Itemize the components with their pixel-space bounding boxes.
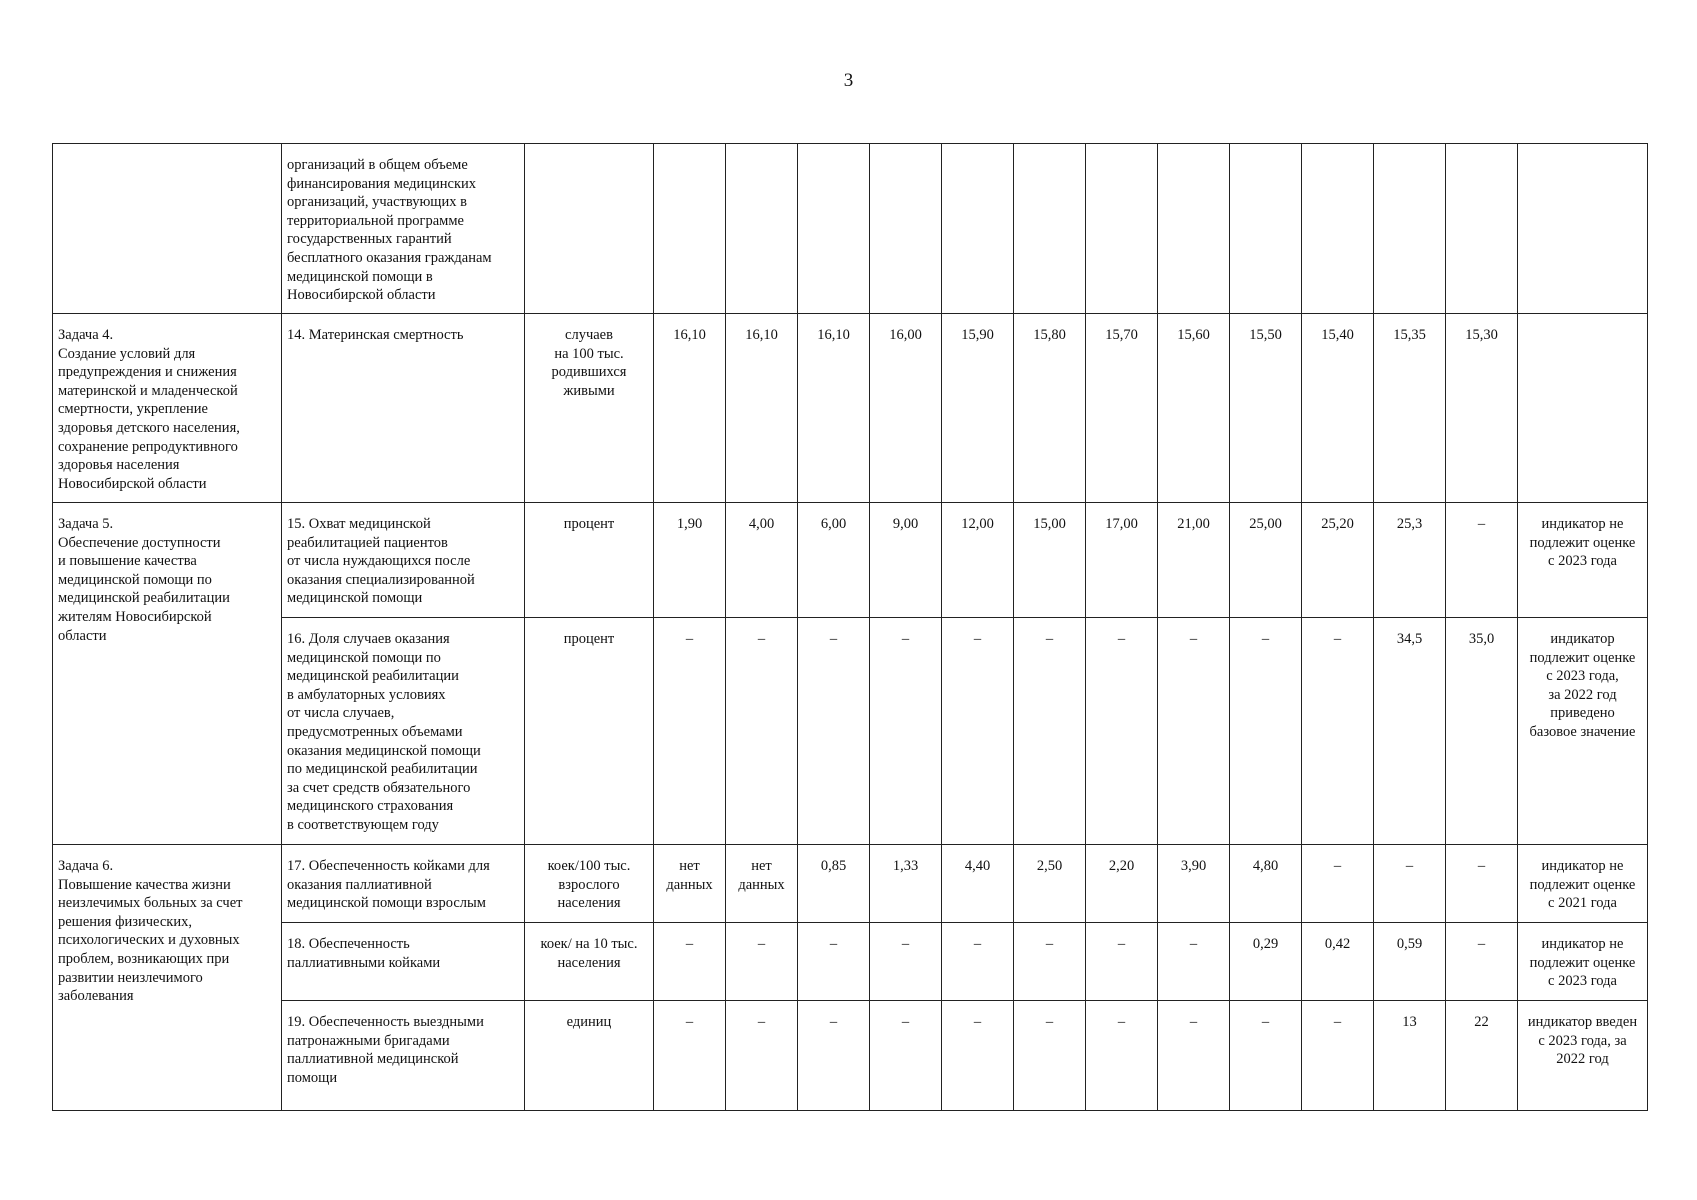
- value-cell: [870, 144, 942, 314]
- value-cell: [1014, 144, 1086, 314]
- value-cell: –: [726, 618, 798, 845]
- value-cell: –: [1014, 1001, 1086, 1111]
- value-cell: –: [1014, 618, 1086, 845]
- value-cell: 3,90: [1158, 845, 1230, 923]
- note-cell: индикатор не подлежит оценке с 2021 года: [1518, 845, 1648, 923]
- note-cell: [1518, 314, 1648, 503]
- value-cell: 16,10: [654, 314, 726, 503]
- value-cell: 2,20: [1086, 845, 1158, 923]
- value-cell: –: [1086, 923, 1158, 1001]
- value-cell: –: [870, 618, 942, 845]
- value-cell: [1302, 144, 1374, 314]
- value-cell: 16,10: [726, 314, 798, 503]
- value-cell: 2,50: [1014, 845, 1086, 923]
- unit-cell: случаев на 100 тыс. родившихся живыми: [525, 314, 654, 503]
- task-cell: [53, 144, 282, 314]
- value-cell: –: [1302, 845, 1374, 923]
- note-cell: индикатор подлежит оценке с 2023 года, за 2022 год приведено базовое значение: [1518, 618, 1648, 845]
- value-cell: –: [798, 618, 870, 845]
- indicator-cell: 17. Обеспеченность койками для оказания паллиативной медицинской помощи взрослым: [282, 845, 525, 923]
- indicator-cell: 19. Обеспеченность выездными патронажными бригадами паллиативной медицинской помощи: [282, 1001, 525, 1111]
- value-cell: –: [1014, 923, 1086, 1001]
- value-cell: 35,0: [1446, 618, 1518, 845]
- unit-cell: [525, 144, 654, 314]
- value-cell: 25,3: [1374, 503, 1446, 618]
- note-cell: индикатор не подлежит оценке с 2023 года: [1518, 503, 1648, 618]
- value-cell: –: [1446, 503, 1518, 618]
- value-cell: 22: [1446, 1001, 1518, 1111]
- value-cell: –: [1086, 1001, 1158, 1111]
- table-row: [53, 1001, 1648, 1111]
- note-cell: индикатор введен с 2023 года, за 2022 год: [1518, 1001, 1648, 1111]
- table-row: [53, 845, 1648, 923]
- task-text: Задача 6. Повышение качества жизни неизлечимых больных за счет решения физических, психологических и духовных проблем, возникающих при развитии неизлечимого заболевания: [58, 858, 243, 1005]
- value-cell: [1086, 144, 1158, 314]
- indicators-table: [52, 143, 1648, 1111]
- task-text: Задача 4. Создание условий для предупреждения и снижения материнской и младенческой смертности, укрепление здоровья детского населения, сохранение репродуктивного здоровья населения Новосибирской области: [58, 327, 240, 492]
- value-cell: –: [870, 923, 942, 1001]
- value-cell: 25,00: [1230, 503, 1302, 618]
- value-cell: [726, 144, 798, 314]
- value-cell: –: [1302, 1001, 1374, 1111]
- value-cell: 25,20: [1302, 503, 1374, 618]
- value-cell: 12,00: [942, 503, 1014, 618]
- value-cell: [1230, 144, 1302, 314]
- table-row: [53, 618, 1648, 845]
- indicator-cell: 16. Доля случаев оказания медицинской помощи по медицинской реабилитации в амбулаторных условиях от числа случаев, предусмотренных объемами оказания медицинской помощи по медицинской реабилитации за счет средств обязательного медицинского страхования в соответствующем году: [282, 618, 525, 845]
- value-cell: 16,10: [798, 314, 870, 503]
- value-cell: 15,70: [1086, 314, 1158, 503]
- value-cell: –: [726, 923, 798, 1001]
- value-cell: –: [1446, 845, 1518, 923]
- note-cell: [1518, 144, 1648, 314]
- unit-cell: единиц: [525, 1001, 654, 1111]
- value-cell: [798, 144, 870, 314]
- value-cell: [942, 144, 1014, 314]
- unit-cell: коек/100 тыс. взрослого населения: [525, 845, 654, 923]
- value-cell: 4,40: [942, 845, 1014, 923]
- value-cell: 4,00: [726, 503, 798, 618]
- value-cell: –: [798, 923, 870, 1001]
- value-cell: 15,80: [1014, 314, 1086, 503]
- value-cell: 15,50: [1230, 314, 1302, 503]
- value-cell: –: [1158, 923, 1230, 1001]
- value-cell: –: [1230, 1001, 1302, 1111]
- value-cell: 9,00: [870, 503, 942, 618]
- value-cell: 15,40: [1302, 314, 1374, 503]
- value-cell: 17,00: [1086, 503, 1158, 618]
- value-cell: –: [942, 923, 1014, 1001]
- note-cell: индикатор не подлежит оценке с 2023 года: [1518, 923, 1648, 1001]
- value-cell: 6,00: [798, 503, 870, 618]
- value-cell: 0,59: [1374, 923, 1446, 1001]
- table-row: [53, 503, 1648, 618]
- value-cell: –: [1086, 618, 1158, 845]
- value-cell: 1,33: [870, 845, 942, 923]
- value-cell: 15,00: [1014, 503, 1086, 618]
- table-row: [53, 144, 1648, 314]
- value-cell: –: [654, 1001, 726, 1111]
- value-cell: 16,00: [870, 314, 942, 503]
- value-cell: [654, 144, 726, 314]
- indicator-cell: 14. Материнская смертность: [282, 314, 525, 503]
- value-cell: 34,5: [1374, 618, 1446, 845]
- value-cell: 15,30: [1446, 314, 1518, 503]
- value-cell: 13: [1374, 1001, 1446, 1111]
- table-row: [53, 314, 1648, 503]
- indicator-cell: 15. Охват медицинской реабилитацией пациентов от числа нуждающихся после оказания специализированной медицинской помощи: [282, 503, 525, 618]
- value-cell: 0,42: [1302, 923, 1374, 1001]
- value-cell: 21,00: [1158, 503, 1230, 618]
- unit-cell: процент: [525, 503, 654, 618]
- value-cell: –: [942, 618, 1014, 845]
- value-cell: нет данных: [726, 845, 798, 923]
- unit-cell: процент: [525, 618, 654, 845]
- value-cell: –: [942, 1001, 1014, 1111]
- value-cell: [1446, 144, 1518, 314]
- value-cell: 4,80: [1230, 845, 1302, 923]
- value-cell: –: [654, 923, 726, 1001]
- value-cell: –: [1158, 618, 1230, 845]
- value-cell: –: [870, 1001, 942, 1111]
- unit-cell: коек/ на 10 тыс. населения: [525, 923, 654, 1001]
- task-cell: [53, 845, 282, 1111]
- value-cell: [1158, 144, 1230, 314]
- value-cell: –: [654, 618, 726, 845]
- value-cell: –: [726, 1001, 798, 1111]
- task-text: Задача 5. Обеспечение доступности и повышение качества медицинской помощи по медицинской реабилитации жителям Новосибирской области: [58, 516, 230, 644]
- value-cell: 15,90: [942, 314, 1014, 503]
- task-cell: [53, 314, 282, 503]
- indicator-cell: организаций в общем объеме финансирования медицинских организаций, участвующих в территориальной программе государственных гарантий бесплатного оказания гражданам медицинской помощи в Новосибирской области: [282, 144, 525, 314]
- value-cell: нет данных: [654, 845, 726, 923]
- value-cell: 0,29: [1230, 923, 1302, 1001]
- value-cell: [1374, 144, 1446, 314]
- value-cell: 1,90: [654, 503, 726, 618]
- value-cell: 0,85: [798, 845, 870, 923]
- indicator-cell: 18. Обеспеченность паллиативными койками: [282, 923, 525, 1001]
- value-cell: 15,35: [1374, 314, 1446, 503]
- value-cell: –: [798, 1001, 870, 1111]
- page-number: 3: [843, 70, 854, 91]
- value-cell: –: [1230, 618, 1302, 845]
- value-cell: –: [1158, 1001, 1230, 1111]
- value-cell: –: [1302, 618, 1374, 845]
- task-cell: [53, 503, 282, 845]
- value-cell: –: [1374, 845, 1446, 923]
- value-cell: 15,60: [1158, 314, 1230, 503]
- value-cell: –: [1446, 923, 1518, 1001]
- table-row: [53, 923, 1648, 1001]
